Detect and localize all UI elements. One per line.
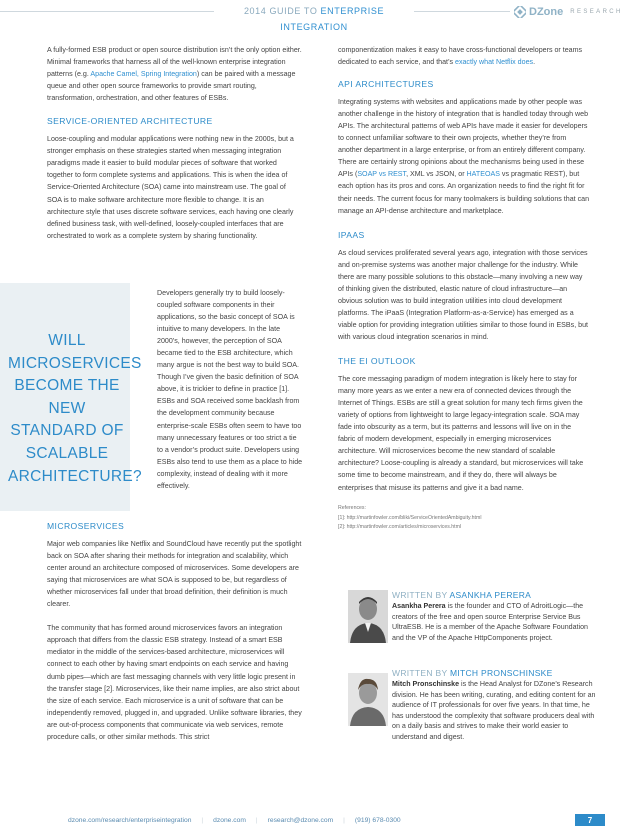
author-heading: WRITTEN BY MITCH PRONSCHINSKE [392, 668, 553, 678]
references-label: References: [338, 504, 366, 511]
page-header [0, 0, 638, 32]
microservices-paragraph-2: The community that has formed around microservices favors an integration approach that differs from the classic ESB strategy. Instead of a smart ESB mediator in the middle of the services-based architecture, microservices will connect to each other by having smart endpoints on each service and having dumb pipes—which are fast messaging channels with very little logic present in the transfer stage [2]. Microservices, like their name implies, are also strict about the size of each service. Each microservice is a unit of software that can be independently removed, plugged in, and upgraded. Unlike software libraries, they are out-of-process components that communicate via web services, remote procedure calls, or other similar methods. This strict [47, 624, 302, 741]
camel-spring-link[interactable]: Apache Camel, Spring Integration [90, 70, 197, 79]
author-bio: Asankha Perera is the founder and CTO of AdroitLogic—the creators of the free and open source Enterprise Service Bus UltraESB. He is a member of the Apache Software Foundation and the VP of the Apache HttpComponents project. [392, 602, 588, 642]
footer-link-email[interactable]: research@dzone.com [267, 817, 334, 824]
microservices-heading: MICROSERVICES [47, 521, 125, 531]
netflix-link[interactable]: exactly what Netflix does [455, 58, 534, 67]
reference-1[interactable]: [1]: http://martinfowler.com/bliki/ServiceOrientedAmbiguity.html [338, 514, 482, 521]
header-divider-right [414, 11, 510, 12]
dzone-logo-icon [514, 6, 526, 18]
references [338, 504, 590, 532]
microservices-paragraph-1: Major web companies like Netflix and SoundCloud have recently put the spotlight back on SOA after sharing their methods for integration and scalability, which center around an architecture composed of microservices. Some developers are saying that microservices are what SOA is supposed to be, but regardless of whether microservices fall under that broad definition, their definition is much clearer. [47, 540, 302, 609]
footer-divider: | [201, 817, 204, 824]
logo-subtitle: RESEARCH [570, 9, 623, 15]
left-column-bottom [47, 520, 302, 755]
ipaas-heading: IPAAS [338, 229, 365, 240]
pull-quote: WILL MICROSERVICES BECOME THE NEW STANDARD OF SCALABLE ARCHITECTURE? [8, 332, 142, 485]
header-divider-left [0, 11, 214, 12]
soa-paragraph: Loose-coupling and modular applications were nothing new in the 2000s, but a stronger emphasis on these strategies started when messaging integration paradigms made it easier to build modular pieces of software that worked together to form complete systems and applications. This is when the idea of Service-Oriented Architecture (SOA) came into mainstream use. The goal of SOA is to make software architecture more flexible to change. It is an architecture style that uses discrete software services, each having one clearly defined business task, with well-defined, loosely-coupled interfaces that are orchestrated to work as a complete system by sharing functionality. [47, 135, 294, 240]
footer-link-dzone[interactable]: dzone.com [213, 817, 246, 824]
right-column [338, 44, 590, 532]
author-heading: WRITTEN BY ASANKHA PERERA [392, 590, 532, 600]
guide-title: 2014 GUIDE TO ENTERPRISE INTEGRATION [214, 3, 414, 19]
portrait-icon [348, 673, 388, 726]
outlook-heading: THE EI OUTLOOK [338, 356, 416, 367]
author-photo [348, 673, 388, 726]
soa-heading: SERVICE-ORIENTED ARCHITECTURE [47, 116, 213, 127]
page-number: 7 [575, 814, 605, 826]
footer-link-research[interactable]: dzone.com/research/enterpriseintegration [68, 817, 192, 824]
logo-wordmark: DZone [529, 6, 564, 18]
footer-divider: | [255, 817, 258, 824]
author-bio: Mitch Pronschinske is the Head Analyst for DZone’s Research division. He has been writing, curating, and editing content for an audience of IT professionals for over five years. In that time, he has understood the complexity that software producers deal with on a daily basis and strives to make their world easier to understand and digest. [392, 680, 596, 741]
footer-phone: (919) 678-0300 [354, 817, 401, 824]
componentization-paragraph: componentization makes it easy to have cross-functional developers or teams dedicated to each service, and that’s exactly what Netflix does. [338, 46, 583, 67]
hateoas-link[interactable]: HATEOAS [466, 170, 500, 179]
author-photo [348, 590, 388, 643]
dzone-logo [514, 4, 623, 20]
ipaas-paragraph: As cloud services proliferated several years ago, integration with those services and on-premise systems was another major challenge for the industry. While there are many possible solutions to this obstacle—many involving a new way of thinking given the distributed, elastic nature of cloud infrastructure—an obvious solution was to build integration utilities into cloud development platforms. The iPaaS (Integration Platform-as-a-Service) has emerged as a viable option for providing integration utilities similar to those found in ESBs, but with various cloud integration scenarios in mind. [338, 248, 588, 341]
portrait-icon [348, 590, 388, 643]
api-paragraph: Integrating systems with websites and applications made by other people was another challenge in the history of integration that is handled today through web APIs. The architectural patterns of web APIs have made it easier for developers to connect unfamiliar software to their own projects, whether they’re from another department in a large enterprise, or from an entirely different company. There are certainly strong opinions about the mechanisms being used in these APIs (SOAP vs REST, XML vs JSON, or HATEOAS vs pragmatic REST), but each option has its pros and cons. An organization needs to find the right fit for their needs. The current focus for many toolmakers is building solutions that can manage an API-dense architecture and marketplace. [338, 98, 590, 215]
reference-2[interactable]: [2]: http://martinfowler.com/articles/microservices.html [338, 523, 462, 530]
outlook-paragraph: The core messaging paradigm of modern integration is likely here to stay for many more years as we enter a new era of connected devices through the Internet of Things. ESBs are still a great solution for many tech firms given the variety of options from lightweight to large legacy-integration scale. SOA may fade into obscurity as a term, but its patterns and lessons will live on in the fabric of modern development, especially in emerging microservices architecture. Will microservices become the new standard of scalable architecture? Loose-coupling is already a standard, but microservices will take some time to become mainstream, and if they do, there will always be enterprises that misuse its patterns and give it a bad name. [338, 375, 584, 492]
intro-paragraph: A fully-formed ESB product or open source distribution isn’t the only option either. Minimal frameworks that harness all of the well-known enterprise integration patterns (e.g. Apache Camel, Spring Integration) can be paired with a message queue and other open source frameworks to provide smart routing, transformation, orchestration, and other features of ESBs. [47, 46, 302, 103]
soap-rest-link[interactable]: SOAP vs REST [357, 170, 407, 179]
left-column-top [47, 44, 302, 254]
soa-continued-paragraph: Developers generally try to build loosely-coupled software components in their applications, so the basic concept of SOA is intuitive to many developers. In the late 2000’s, however, the perception of SOA became tied to the ESB architecture, which many argue is not the best way to build SOA. Though I’ve given the basic definition of SOA above, it is trickier to define in practice [1]. ESBs and SOA received some backlash from the development community because enterprise-scale ESBs often seem to have too many unnecessary features or too strict a tie to a vendor’s product suite. Developers using ESBs also tend to use them as a place to hide complexity, instead of dealing with it more effectively. [157, 289, 303, 490]
footer-links [68, 817, 401, 824]
footer-divider: | [343, 817, 345, 824]
api-heading: API ARCHITECTURES [338, 79, 434, 90]
